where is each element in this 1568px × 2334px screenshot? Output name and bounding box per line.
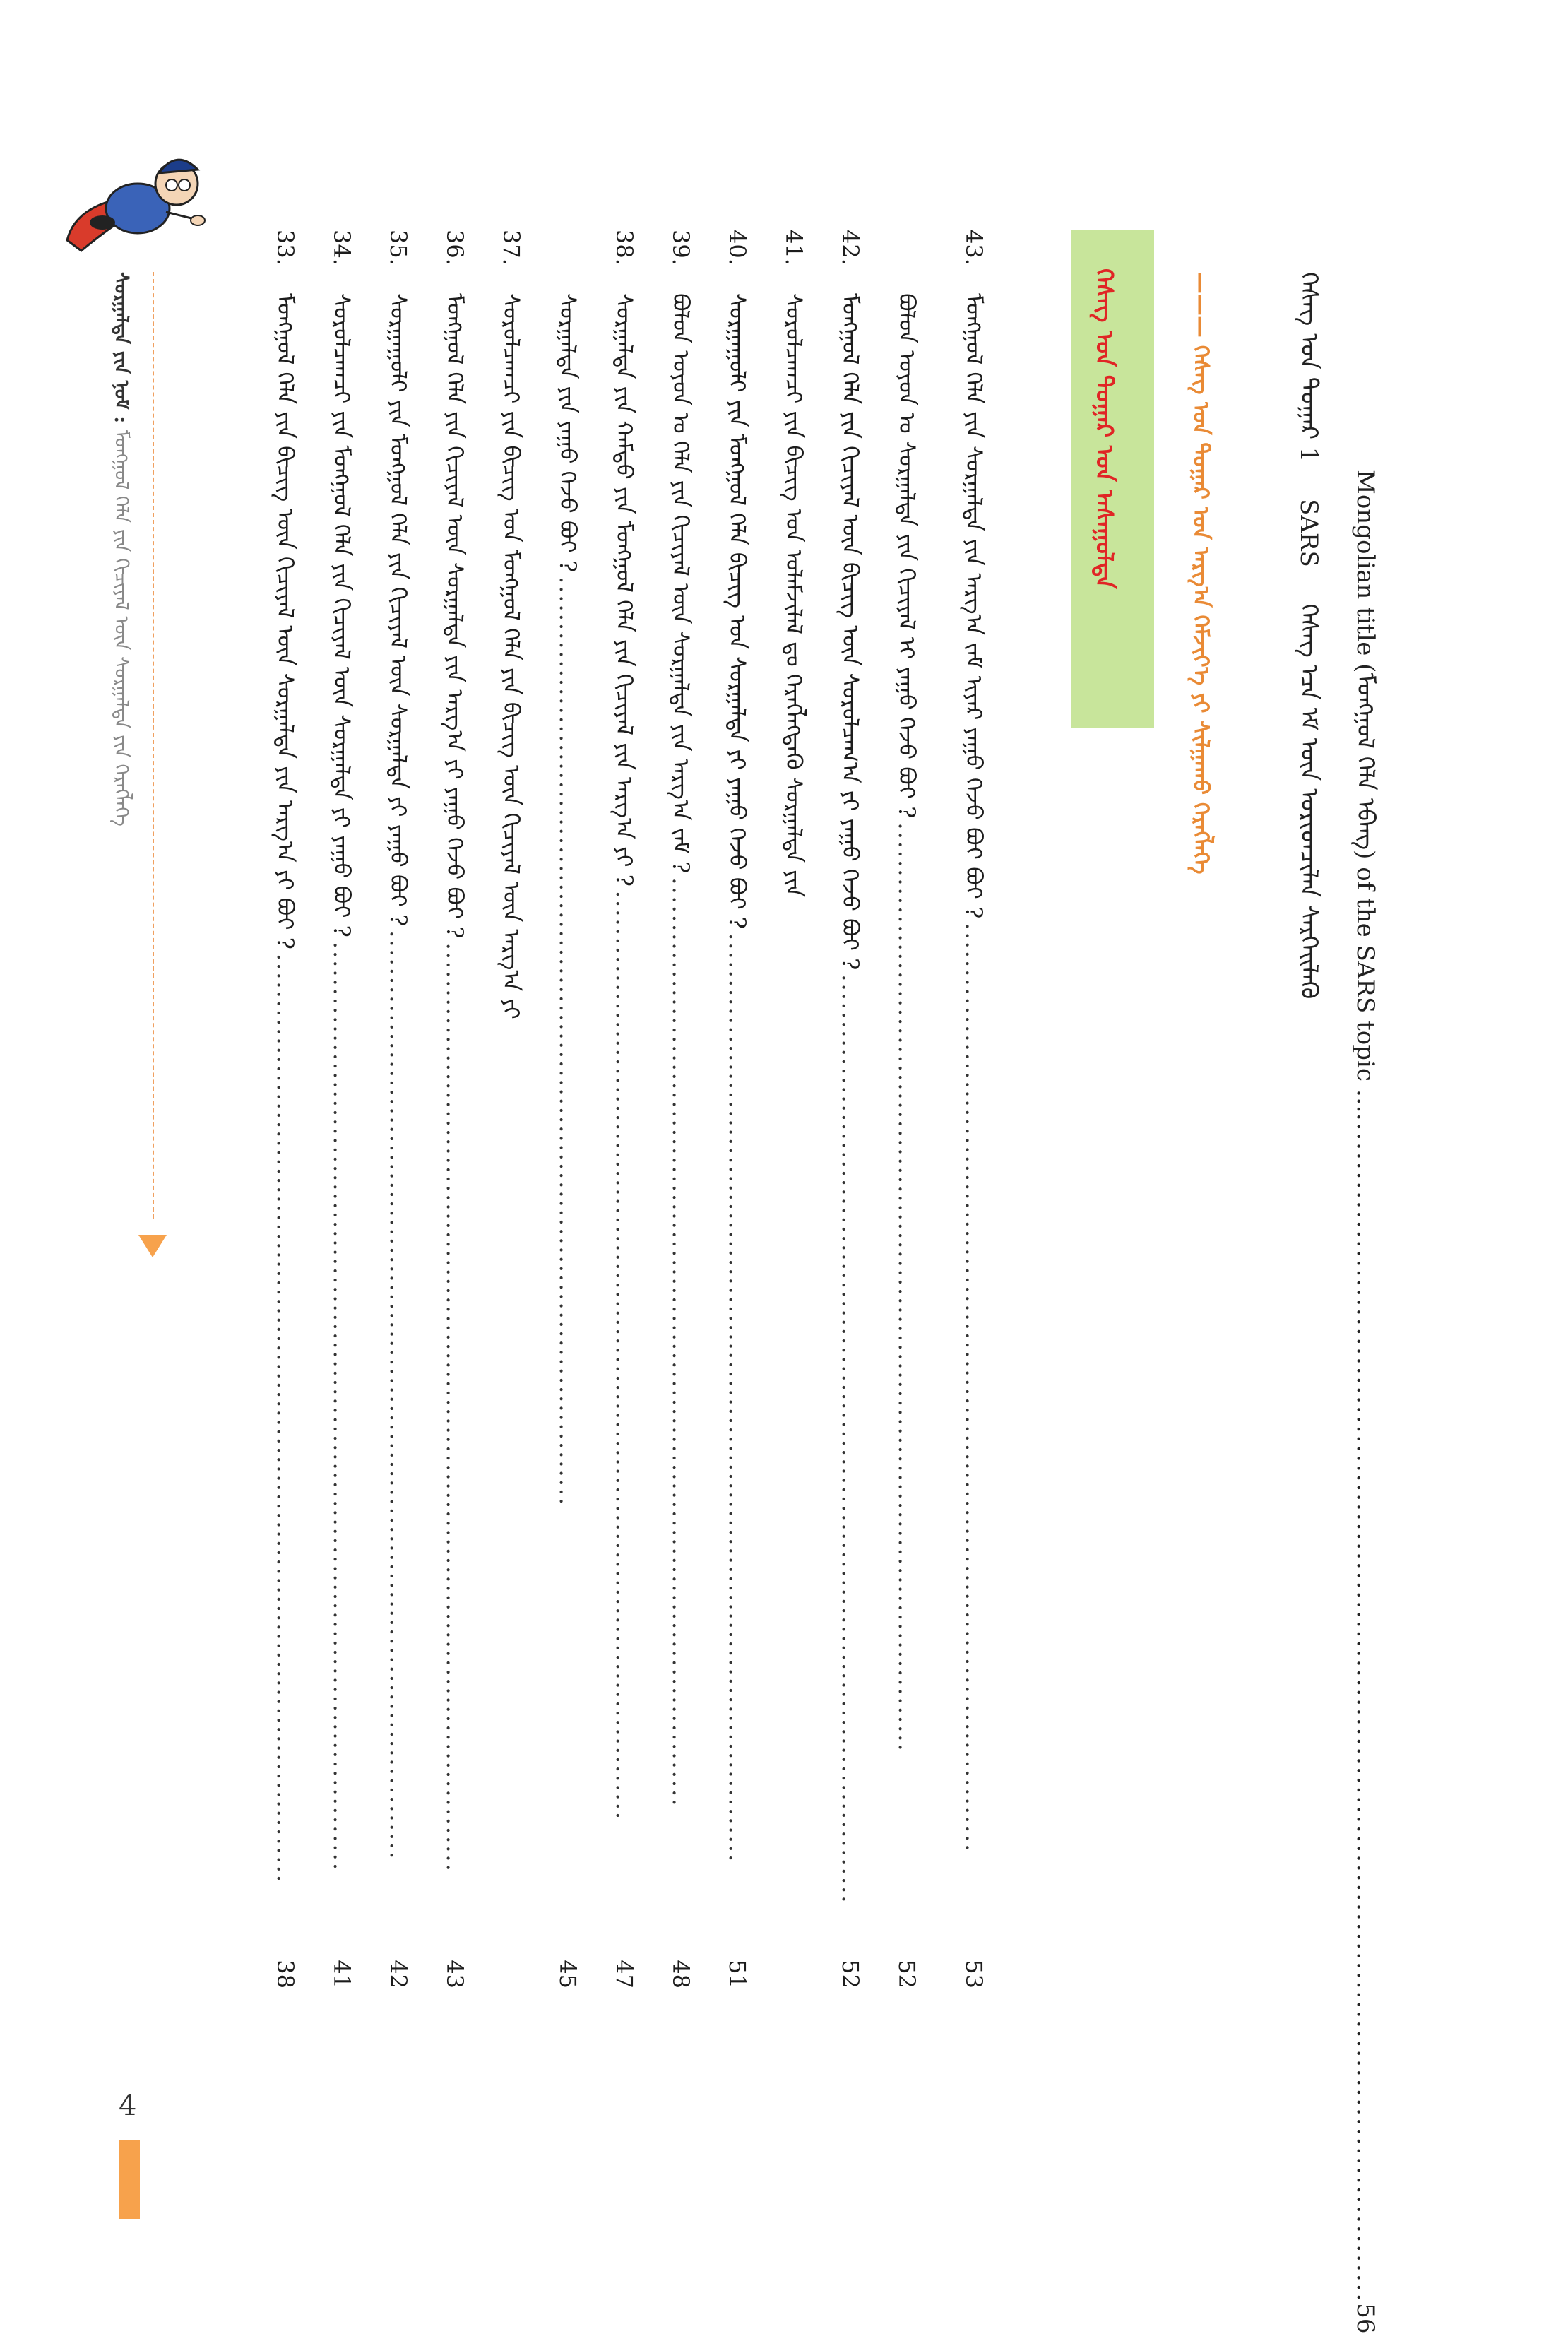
toc-entry-number: 39. [667,230,694,266]
footer-line [112,272,131,827]
section-heading [1071,230,1154,728]
toc-entry-number: 33. [272,230,299,266]
toc-entry-page: 53 [961,1960,987,1989]
toc-entry-page: 45 [554,1960,581,1989]
header-line-1-page: 56 [1351,2303,1379,2334]
footer-label: ᠰᠤᠷᠭᠠᠯᠲᠠ ᠶᠢᠨ ᠨᠣᠮ : [110,272,132,424]
toc-entry-page: 52 [893,1960,920,1989]
toc-entry-title: ᠪᠣᠯᠤᠨ ᠣᠶᠤᠨ ᠤ ᠬᠡᠯᠡ ᠶᠢᠨ ᠬᠢᠴᠢᠶᠡᠯ ᠦᠨ ᠰᠤᠷᠭᠠᠯᠲᠠ ᠶᠢᠨ ᠠᠷᠭ᠎ᠠ ᠵᠠᠮ ? [667,293,694,874]
toc-entry[interactable]: 43. ᠮᠣᠩᠭᠣᠯ ᠬᠡᠯᠡ ᠶᠢᠨ ᠰᠤᠷᠭᠠᠯᠲᠠ ᠶᠢᠨ ᠠᠷᠭ᠎ᠠ ᠵᠠᠮ ᠢᠶᠠᠷ ᠶᠠᠭᠤ ᠭᠡᠵᠦ ᠪᠤᠢ ᠪᠤᠢ ? .................................................................................................... 53 [961,230,987,1989]
subtitle: ——— ᠬᠡᠰᠡᠭ ᠤᠨ ᠳᠤᠭᠠᠷ ᠤᠨ ᠠᠷᠭ᠎ᠠ ᠬᠡᠮᠵᠢᠶ᠎ᠡ ᠶᠢ ᠰᠢᠯᠭᠠᠬᠤ ᠬᠡᠷᠡᠭᠯᠡᠭᠡ [1188,272,1213,875]
toc-entry-title: ᠮᠣᠩᠭᠣᠯ ᠬᠡᠯᠡ ᠶᠢᠨ ᠬᠢᠴᠢᠶᠡᠯ ᠦᠨ ᠪᠢᠴᠢᠭ ᠦᠨ ᠰᠤᠷᠤᠯᠴᠠᠭ᠎ᠠ ᠶᠢ ᠶᠠᠭᠤ ᠭᠡᠵᠦ ᠪᠤᠢ ? [837,293,864,971]
toc-entry-title: ᠰᠤᠷᠤᠯᠴᠠᠭᠴᠢ ᠶᠢᠨ ᠪᠢᠴᠢᠭ ᠤᠨ ᠤᠯᠠᠮᠵᠢᠯᠠᠯ ᠳᠤ ᠬᠡᠷᠡᠭᠯᠡᠭᠳᠡᠬᠦ ᠰᠤᠷᠭᠠᠯᠲᠠ ᠶᠢᠨ [780,293,807,897]
header-line-2-right: ᠬᠡᠰᠡᠭ ᠡᠴᠡ ᠡᠮ ᠦᠨ ᠤᠷᠢᠳᠴᠢᠯᠠᠨ ᠰᠡᠷᠭᠡᠢᠯᠡᠬᠦ [1295,603,1323,1000]
toc-entry-page: 38 [272,1960,299,1989]
footer-separator [153,272,154,1219]
header-line-1: Mongolian title (ᠮᠣᠩᠭᠣᠯ ᠬᠡᠯᠡ ᠡᠪᠡᠩ) of the SARS topic … .......................................................................................................................... 56 [1351,470,1379,2334]
page-accent-bar [119,2140,140,2219]
toc-entry-title: ᠰᠤᠷᠤᠯᠴᠠᠭᠴᠢ ᠶᠢᠨ ᠮᠣᠩᠭᠣᠯ ᠬᠡᠯᠡ ᠶᠢᠨ ᠬᠢᠴᠢᠶᠡᠯ ᠦᠨ ᠰᠤᠷᠭᠠᠯᠲᠠ ᠶᠢ ᠶᠠᠭᠤ ᠪᠤᠢ ? [328,293,355,937]
toc-entry[interactable]: ᠰᠤᠷᠭᠠᠯᠲᠠ ᠶᠢᠨ ᠶᠠᠭᠤ ᠭᠡᠵᠦ ᠪᠤᠢ ? .................................................................................................... 45 [554,293,581,1989]
toc-entry[interactable]: 42. ᠮᠣᠩᠭᠣᠯ ᠬᠡᠯᠡ ᠶᠢᠨ ᠬᠢᠴᠢᠶᠡᠯ ᠦᠨ ᠪᠢᠴᠢᠭ ᠦᠨ ᠰᠤᠷᠤᠯᠴᠠᠭ᠎ᠠ ᠶᠢ ᠶᠠᠭᠤ ᠭᠡᠵᠦ ᠪᠤᠢ ? .................................................................................................... 52 [837,230,864,1989]
toc-entry-title: ᠰᠤᠷᠭᠠᠭᠤᠯᠢ ᠶᠢᠨ ᠮᠣᠩᠭᠣᠯ ᠬᠡᠯᠡ ᠪᠢᠴᠢᠭ ᠤᠨ ᠰᠤᠷᠭᠠᠯᠲᠠ ᠶᠢ ᠶᠠᠭᠤ ᠭᠡᠵᠦ ᠪᠤᠢ ? [724,293,751,929]
toc-entry-number: 35. [385,230,412,266]
toc-entry[interactable]: 35. ᠰᠤᠷᠭᠠᠭᠤᠯᠢ ᠶᠢᠨ ᠮᠣᠩᠭᠣᠯ ᠬᠡᠯᠡ ᠶᠢᠨ ᠬᠢᠴᠢᠶᠡᠯ ᠦᠨ ᠰᠤᠷᠭᠠᠯᠲᠠ ᠶᠢ ᠶᠠᠭᠤ ᠪᠤᠢ ? .................................................................................................... 42 [385,230,412,1989]
toc-entry-number: 38. [611,230,638,266]
toc-entry[interactable]: 40. ᠰᠤᠷᠭᠠᠭᠤᠯᠢ ᠶᠢᠨ ᠮᠣᠩᠭᠣᠯ ᠬᠡᠯᠡ ᠪᠢᠴᠢᠭ ᠤᠨ ᠰᠤᠷᠭᠠᠯᠲᠠ ᠶᠢ ᠶᠠᠭᠤ ᠭᠡᠵᠦ ᠪᠤᠢ ? .................................................................................................... 51 [724,230,751,1989]
header-line-2-left: ᠬᠡᠰᠡᠭ ᠤᠨ ᠳᠤᠭᠠᠷ 1 [1295,272,1323,463]
header-line-1-text: Mongolian title (ᠮᠣᠩᠭᠣᠯ ᠬᠡᠯᠡ ᠡᠪᠡᠩ) of the SARS topic … [1351,470,1379,1113]
toc-entry[interactable]: 33. ᠮᠣᠩᠭᠣᠯ ᠬᠡᠯᠡ ᠶᠢᠨ ᠪᠢᠴᠢᠭ ᠦᠨ ᠬᠢᠴᠢᠶᠡᠯ ᠦᠨ ᠰᠤᠷᠭᠠᠯᠲᠠ ᠶᠢᠨ ᠠᠷᠭ᠎ᠠ ᠶᠢ ᠪᠤᠢ ? .................................................................................................... 38 [272,230,299,1989]
toc-entry-title: ᠮᠣᠩᠭᠣᠯ ᠬᠡᠯᠡ ᠶᠢᠨ ᠬᠢᠴᠢᠶᠡᠯ ᠦᠨ ᠰᠤᠷᠭᠠᠯᠲᠠ ᠶᠢᠨ ᠠᠷᠭ᠎ᠠ ᠶᠢ ᠶᠠᠭᠤ ᠭᠡᠵᠦ ᠪᠤᠢ ? [441,293,468,939]
toc-entry-page: 41 [328,1960,355,1989]
toc-entry-number: 41. [780,230,807,266]
toc-entry-title: ᠮᠣᠩᠭᠣᠯ ᠬᠡᠯᠡ ᠶᠢᠨ ᠰᠤᠷᠭᠠᠯᠲᠠ ᠶᠢᠨ ᠠᠷᠭ᠎ᠠ ᠵᠠᠮ ᠢᠶᠠᠷ ᠶᠠᠭᠤ ᠭᠡᠵᠦ ᠪᠤᠢ ᠪᠤᠢ ? [961,293,987,919]
toc-entry-number: 40. [724,230,751,266]
triangle-marker-icon [138,1235,167,1257]
toc-entry[interactable]: 36. ᠮᠣᠩᠭᠣᠯ ᠬᠡᠯᠡ ᠶᠢᠨ ᠬᠢᠴᠢᠶᠡᠯ ᠦᠨ ᠰᠤᠷᠭᠠᠯᠲᠠ ᠶᠢᠨ ᠠᠷᠭ᠎ᠠ ᠶᠢ ᠶᠠᠭᠤ ᠭᠡᠵᠦ ᠪᠤᠢ ? .................................................................................................... 43 [441,230,468,1989]
toc-entry[interactable] [500,230,523,1989]
toc-entry-title: ᠰᠤᠷᠤᠯᠴᠠᠭᠴᠢ ᠶᠢᠨ ᠪᠢᠴᠢᠭ ᠤᠨ ᠮᠣᠩᠭᠣᠯ ᠬᠡᠯᠡ ᠶᠢᠨ ᠪᠢᠴᠢᠭ ᠦᠨ ᠬᠢᠴᠢᠶᠡᠯ ᠦᠨ ᠠᠷᠭ᠎ᠠ ᠶᠢ [498,293,525,1019]
mascot-icon [60,134,208,254]
toc-entry-page: 42 [385,1960,412,1989]
toc-entry-page: 48 [667,1960,694,1989]
toc-entry[interactable]: 38. ᠰᠤᠷᠭᠠᠯᠲᠠ ᠶᠢᠨ ᠬᠠᠮᠲᠤ ᠶᠢᠨ ᠮᠣᠩᠭᠣᠯ ᠬᠡᠯᠡ ᠶᠢᠨ ᠬᠢᠴᠢᠶᠡᠯ ᠶᠢᠨ ᠠᠷᠭ᠎ᠠ ᠶᠢ ? .................................................................................................... 47 [611,230,638,1989]
toc-entry-page: 47 [611,1960,638,1989]
toc-entry-number: 37. [498,230,525,266]
toc-entry-number: 43. [961,230,987,266]
header-line-2 [1297,272,1321,1261]
toc-entry[interactable]: 34. ᠰᠤᠷᠤᠯᠴᠠᠭᠴᠢ ᠶᠢᠨ ᠮᠣᠩᠭᠣᠯ ᠬᠡᠯᠡ ᠶᠢᠨ ᠬᠢᠴᠢᠶᠡᠯ ᠦᠨ ᠰᠤᠷᠭᠠᠯᠲᠠ ᠶᠢ ᠶᠠᠭᠤ ᠪᠤᠢ ? .................................................................................................... 41 [328,230,355,1989]
footer-text: ᠮᠣᠩᠭᠣᠯ ᠬᠡᠯᠡ ᠶᠢᠨ ᠬᠢᠴᠢᠶᠡᠯ ᠦᠨ ᠰᠤᠷᠭᠠᠯᠲᠠ ᠶᠢᠨ ᠬᠡᠷᠡᠭᠯᠡᠭᠡ [110,429,132,827]
toc-entry-title: ᠰᠤᠷᠭᠠᠯᠲᠠ ᠶᠢᠨ ᠶᠠᠭᠤ ᠭᠡᠵᠦ ᠪᠤᠢ ? [554,293,581,573]
toc-entry-number: 42. [837,230,864,266]
section-heading-label: ᠬᠡᠰᠡᠭ ᠤᠨ ᠳᠤᠭᠠᠷ ᠤᠨ ᠠᠰᠠᠭᠤᠯᠲᠠ [1090,268,1118,589]
page-number: 4 [119,2090,137,2122]
toc-entry-title: ᠮᠣᠩᠭᠣᠯ ᠬᠡᠯᠡ ᠶᠢᠨ ᠪᠢᠴᠢᠭ ᠦᠨ ᠬᠢᠴᠢᠶᠡᠯ ᠦᠨ ᠰᠤᠷᠭᠠᠯᠲᠠ ᠶᠢᠨ ᠠᠷᠭ᠎ᠠ ᠶᠢ ᠪᠤᠢ ? [272,293,299,949]
toc-entry-title: ᠰᠤᠷᠭᠠᠯᠲᠠ ᠶᠢᠨ ᠬᠠᠮᠲᠤ ᠶᠢᠨ ᠮᠣᠩᠭᠣᠯ ᠬᠡᠯᠡ ᠶᠢᠨ ᠬᠢᠴᠢᠶᠡᠯ ᠶᠢᠨ ᠠᠷᠭ᠎ᠠ ᠶᠢ ? [611,293,638,887]
toc-entry-number: 34. [328,230,355,266]
toc-entry-page: 51 [724,1960,751,1989]
toc-entry-page: 43 [441,1960,468,1989]
toc-entry-title: ᠪᠣᠯᠤᠨ ᠣᠶᠤᠨ ᠤ ᠰᠤᠷᠭᠠᠯᠲᠠ ᠶᠢᠨ ᠬᠢᠴᠢᠶᠡᠯ ᠢ ᠶᠠᠭᠤ ᠭᠡᠵᠦ ᠪᠤᠢ ? [893,293,920,819]
toc-entry-page: 52 [837,1960,864,1989]
toc-entry-number: 36. [441,230,468,266]
toc-entry[interactable]: 39. ᠪᠣᠯᠤᠨ ᠣᠶᠤᠨ ᠤ ᠬᠡᠯᠡ ᠶᠢᠨ ᠬᠢᠴᠢᠶᠡᠯ ᠦᠨ ᠰᠤᠷᠭᠠᠯᠲᠠ ᠶᠢᠨ ᠠᠷᠭ᠎ᠠ ᠵᠠᠮ ? .................................................................................................... 48 [667,230,694,1989]
toc-entry[interactable]: ᠪᠣᠯᠤᠨ ᠣᠶᠤᠨ ᠤ ᠰᠤᠷᠭᠠᠯᠲᠠ ᠶᠢᠨ ᠬᠢᠴᠢᠶᠡᠯ ᠢ ᠶᠠᠭᠤ ᠭᠡᠵᠦ ᠪᠤᠢ ? .................................................................................................... 52 [893,293,920,1989]
toc-entry-title: ᠰᠤᠷᠭᠠᠭᠤᠯᠢ ᠶᠢᠨ ᠮᠣᠩᠭᠣᠯ ᠬᠡᠯᠡ ᠶᠢᠨ ᠬᠢᠴᠢᠶᠡᠯ ᠦᠨ ᠰᠤᠷᠭᠠᠯᠲᠠ ᠶᠢ ᠶᠠᠭᠤ ᠪᠤᠢ ? [385,293,412,927]
toc-entry[interactable] [780,230,807,1989]
header-line-2-mid: SARS [1295,499,1323,567]
